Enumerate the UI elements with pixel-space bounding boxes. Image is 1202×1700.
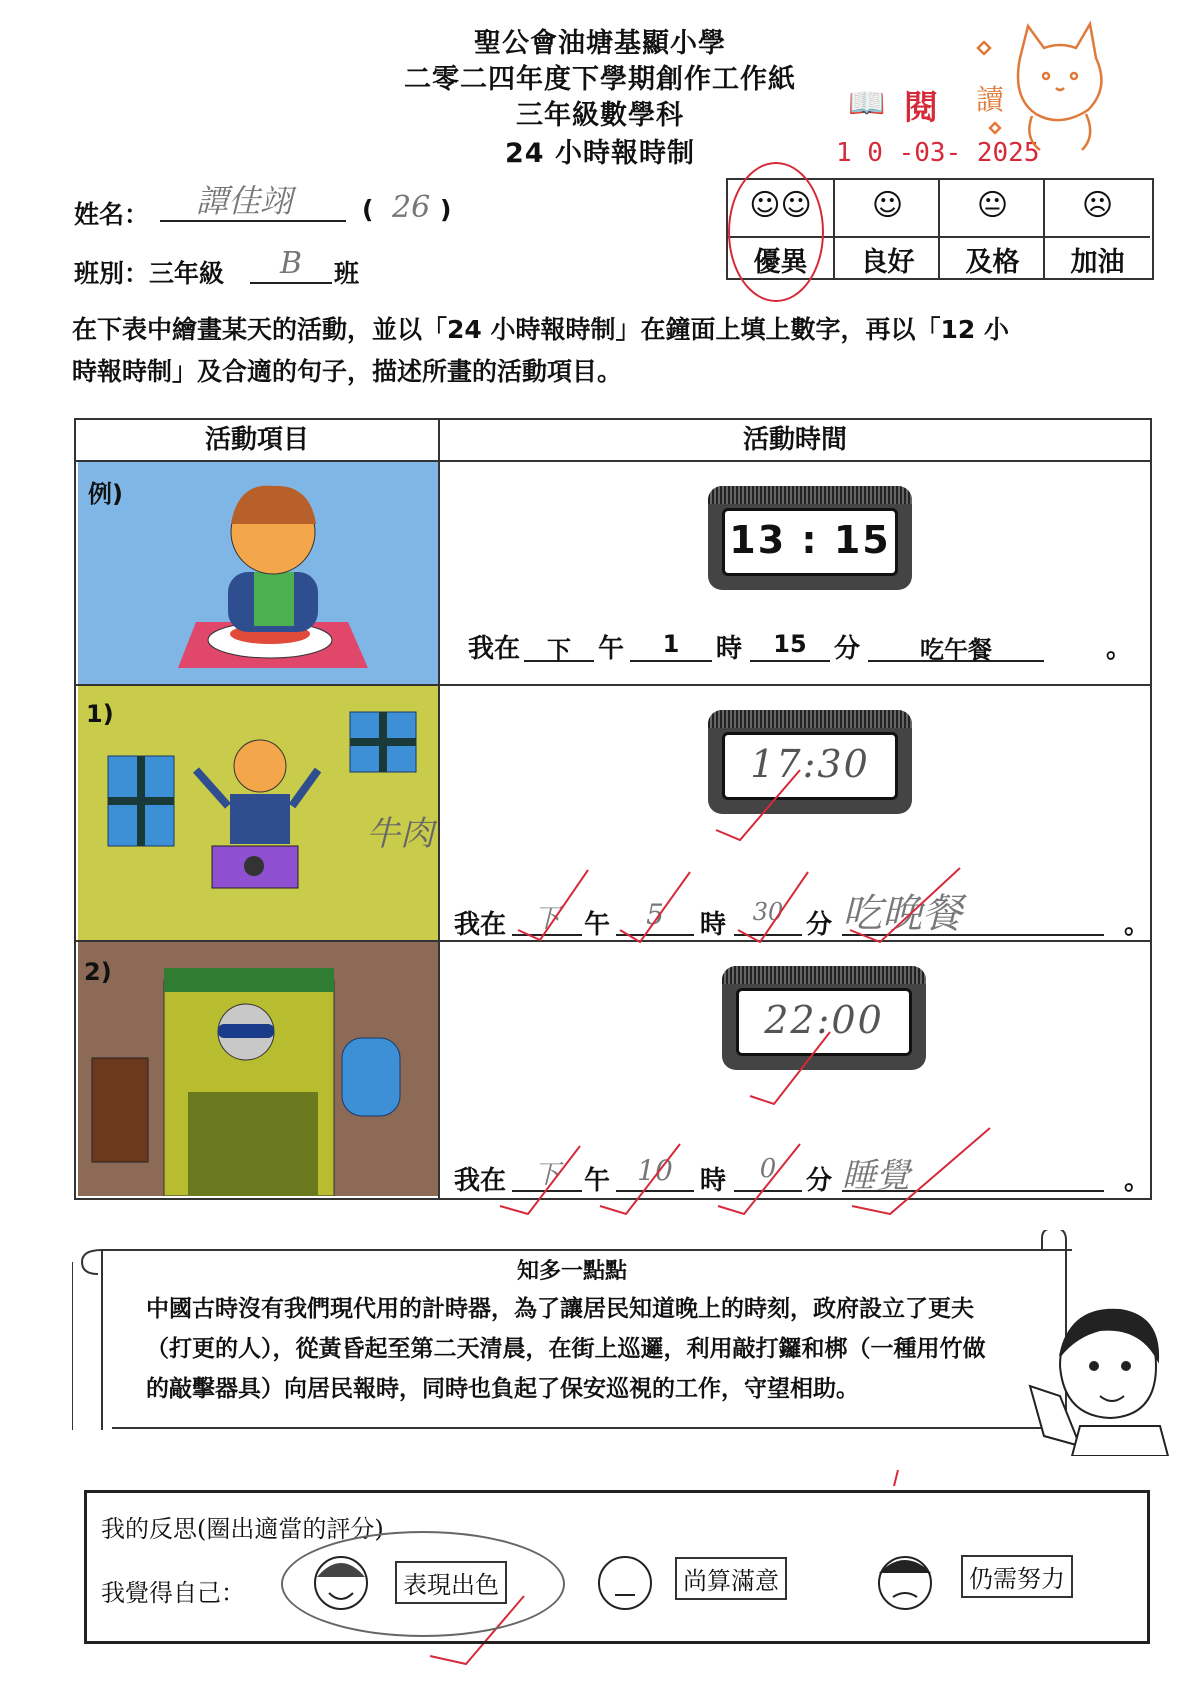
hour-label: 時 [716, 634, 743, 664]
digital-clock-display: 17:30 [722, 732, 898, 800]
hour-label: 時 [700, 910, 727, 940]
teacher-pointing-icon [1020, 1296, 1170, 1456]
worksheet-title: 二零二四年度下學期創作工作紙 [404, 64, 796, 95]
book-icon: 📖 [848, 86, 886, 121]
hour-blank[interactable]: 5 [616, 898, 694, 936]
rating-label: 優異 [753, 247, 808, 278]
reflection-box [84, 1490, 1150, 1644]
smile-icon: ☺ [871, 188, 904, 223]
teacher-cartoon [1020, 1296, 1170, 1456]
activity-blank[interactable]: 睡覺 [842, 1148, 1104, 1192]
name-value: 譚佳翊 [196, 182, 293, 220]
period-suffix: 午 [584, 1166, 611, 1196]
activity-blank[interactable]: 吃晚餐 [842, 882, 1104, 936]
school-name: 聖公會油塘基顯小學 [474, 28, 726, 59]
trivia-title: 知多一點點 [516, 1259, 627, 1284]
activity-column-header: 活動項目 [204, 425, 309, 455]
hour-blank: 1 [630, 630, 712, 662]
period-blank: 下 [524, 630, 594, 662]
minute-label: 分 [834, 634, 861, 664]
thinking-child-icon [585, 1549, 665, 1619]
drawing-note: 牛肉 [366, 814, 434, 854]
hour-blank[interactable]: 10 [616, 1154, 694, 1192]
minute-blank: 15 [750, 630, 830, 662]
instructions-line-1: 在下表中繪畫某天的活動，並以「24 小時報時制」在鐘面上填上數字，再以「12 小 [72, 315, 1009, 344]
reading-stamp-label: 讀 [976, 83, 1005, 116]
reflection-title: 我的反思(圈出適當的評分) [101, 1515, 384, 1543]
sentence-lead: 我在 [454, 1166, 507, 1196]
neutral-face-icon: 😐 [976, 188, 1009, 223]
trivia-line-3: 的敲擊器具）向居民報時，同時也負起了保安巡視的工作，守望相助。 [146, 1376, 859, 1402]
reflection-option-label: 仍需努力 [961, 1555, 1073, 1598]
row-marker: 1) [86, 700, 114, 728]
trivia-line-2: （打更的人），從黃昏起至第二天清晨，在街上巡邏，利用敲打鑼和梆（一種用竹做 [146, 1336, 986, 1362]
minute-label: 分 [806, 910, 833, 940]
period-suffix: 午 [598, 634, 625, 664]
row-marker: 例) [88, 480, 123, 508]
double-smile-icon: ☺☺ [749, 188, 812, 223]
time-column-header: 活動時間 [742, 425, 847, 455]
activity-blank: 吃午餐 [868, 630, 1044, 662]
minute-label: 分 [806, 1166, 833, 1196]
period-suffix: 午 [584, 910, 611, 940]
class-suffix: 班 [334, 259, 360, 288]
period-blank[interactable]: 下 [512, 898, 582, 936]
minute-blank[interactable]: 30 [734, 898, 802, 936]
instructions-line-2: 時報時制」及合適的句子，描述所畫的活動項目。 [72, 357, 623, 386]
trivia-scroll [72, 1230, 1072, 1430]
subject-title: 三年級數學科 [516, 100, 684, 131]
digital-clock-display: 13 : 15 [722, 508, 898, 576]
selected-reflection-circle [281, 1531, 565, 1637]
sentence-lead: 我在 [454, 910, 507, 940]
rating-label: 良好 [860, 247, 915, 278]
period-blank[interactable]: 下 [512, 1154, 582, 1192]
topic-title: 24 小時報時制 [505, 138, 695, 169]
row-marker: 2) [84, 958, 112, 986]
rating-label: 加油 [1070, 247, 1125, 278]
class-label: 班別：三年級 [74, 259, 225, 288]
sentence-end: 。 [1124, 1166, 1151, 1196]
reflection-option-label: 表現出色 [395, 1561, 507, 1604]
sentence-end: 。 [1124, 910, 1151, 940]
name-label: 姓名： [74, 200, 150, 229]
reflection-prompt: 我覺得自己： [101, 1579, 245, 1607]
number-close: ) [440, 195, 452, 224]
student-number[interactable]: 26 [392, 190, 431, 225]
sentence-lead: 我在 [468, 634, 521, 664]
determined-child-icon [865, 1549, 945, 1619]
minute-blank[interactable]: 0 [734, 1154, 802, 1192]
trivia-line-1: 中國古時沒有我們現代用的計時器，為了讓居民知道晚上的時刻，政府設立了更夫 [146, 1296, 974, 1322]
hour-label: 時 [700, 1166, 727, 1196]
rating-label: 及格 [965, 247, 1020, 278]
reflection-option-label: 尚算滿意 [675, 1557, 787, 1600]
digital-clock-display: 22:00 [736, 988, 912, 1056]
class-value: B [280, 246, 303, 281]
sad-face-icon: ☹ [1081, 188, 1114, 223]
stamp-date: 1 0 -03- 2025 [836, 138, 1040, 168]
read-stamp-label: 閱 [904, 88, 938, 128]
number-open: ( [362, 195, 374, 224]
sentence-end: 。 [1106, 634, 1133, 664]
